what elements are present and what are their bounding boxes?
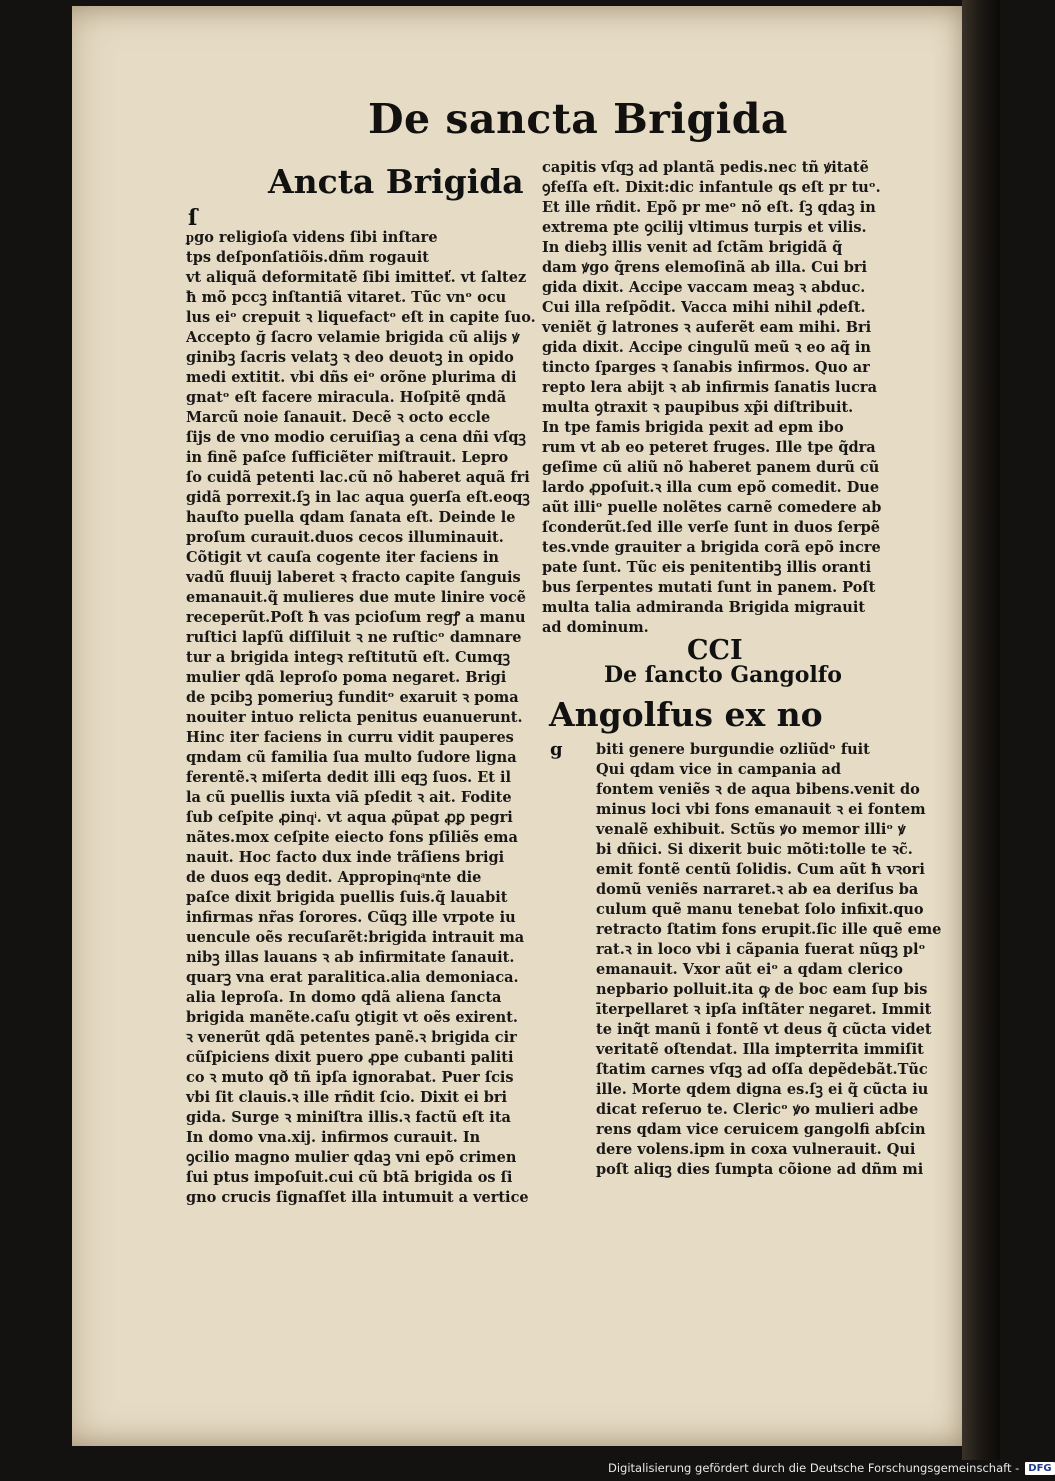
- text-line: rat.ꝛ in loco vbi i cãpania fuerat nũqꝫ plᵒ: [596, 941, 926, 958]
- text-line: hauſto puella qdam ſanata eſt. Deinde le: [186, 509, 516, 526]
- text-line: rens qdam vice ceruicem gangolfi abſcin: [596, 1121, 926, 1138]
- text-line: ſijs de vno modio ceruiſiaꝫ a cena dñi vſqꝫ: [186, 429, 526, 446]
- text-line: in finẽ paſce ſufficiẽter miſtrauit. Lepro: [186, 449, 509, 466]
- text-line: ruſtici lapſũ diſſiluit ꝛ ne ruſticᵒ damnare: [186, 629, 522, 646]
- text-line: Hinc iter faciens in curru vidit pauperes: [186, 729, 514, 746]
- text-line: capitis vſqꝫ ad plantã pedis.nec tñ ꝟitatẽ: [542, 159, 869, 176]
- text-line: ꝯcilio magno mulier qdaꝫ vni epõ crimen: [186, 1149, 517, 1166]
- text-line: receperũt.Poſt ħ vas pcioſum regꝭ a manu: [186, 609, 526, 626]
- text-line: geſime cũ aliũ nõ haberet panem durũ cũ: [542, 459, 880, 476]
- text-line: In diebꝫ illis venit ad ſctãm brigidã q̃: [542, 239, 843, 256]
- text-line: ille. Morte qdem digna es.ſꝫ ei q̃ cũcta iu: [596, 1081, 929, 1098]
- text-line: ꝛ venerũt qdã petentes panẽ.ꝛ brigida cir: [186, 1029, 517, 1046]
- text-line: rum vt ab eo peteret fruges. Ille tpe q̃dra: [542, 439, 876, 456]
- chapter-numeral: CCI: [687, 635, 743, 666]
- text-line: gida dixit. Accipe cingulũ meũ ꝛ eo aq̃ in: [542, 339, 871, 356]
- text-line: nibꝫ illas lauans ꝛ ab infirmitate ſanauit.: [186, 949, 515, 966]
- text-line: Cõtigit vt cauſa cogente iter faciens in: [186, 549, 499, 566]
- text-line: repto lera abijt ꝛ ab infirmis ſanatis lucra: [542, 379, 877, 396]
- brigida-text-column: [186, 228, 536, 1208]
- text-line: ſui ptus impoſuit.cui cũ btã brigida os ſi: [186, 1169, 513, 1186]
- text-line: ad dominum.: [542, 619, 649, 636]
- text-line: vadũ fluuij laberet ꝛ fracto capite ſanguis: [186, 569, 521, 586]
- text-line: ħ mõ pccꝫ inſtantiã vitaret. Tũc vnᵒ ocu: [186, 289, 507, 306]
- text-line: emit fontẽ centũ ſolidis. Cum aũt ħ vꝛori: [596, 861, 925, 878]
- text-line: venalẽ exhibuit. Sctũs ꝟo memor illiᵒ ꝟ: [596, 821, 906, 838]
- text-line: veniẽt ğ latrones ꝛ auferẽt eam mihi. Bri: [542, 319, 872, 336]
- text-line: tincto ſparges ꝛ ſanabis infirmos. Quo ar: [542, 359, 870, 376]
- text-line: In domo vna.xij. infirmos curauit. In: [186, 1129, 481, 1146]
- gangolf-chapter-title: De ſancto Gangolfo: [604, 662, 842, 688]
- text-line: dere volens.ipm in coxa vulnerauit. Qui: [596, 1141, 916, 1158]
- text-line: ꝯfeſſa eſt. Dixit:dic infantule qs eſt pr tuᵒ.: [542, 179, 881, 196]
- text-line: minus loci vbi fons emanauit ꝛ ei fontem: [596, 801, 926, 818]
- text-line: emanauit.q̃ mulieres due mute linire vocẽ: [186, 589, 527, 606]
- text-line: brigida manẽte.caſu ꝯtigit vt oẽs exirent.: [186, 1009, 518, 1026]
- page-heading: De sancta Brigida: [368, 95, 788, 143]
- text-line: lardo ꝓpoſuit.ꝛ illa cum epõ comedit. Due: [542, 479, 880, 496]
- text-line: vbi ſit clauis.ꝛ ille rñdit ſcio. Dixit ei bri: [186, 1089, 508, 1106]
- text-line: emanauit. Vxor aũt eiᵒ a qdam clerico: [596, 961, 903, 978]
- text-line: culum quẽ manu tenebat ſolo infixit.quo: [596, 901, 924, 918]
- text-line: ſconderũt.ſed ille verſe ſunt in duos ſerpẽ: [542, 519, 881, 536]
- text-line: retracto ſtatim fons erupit.ſic ille quẽ eme: [596, 921, 942, 938]
- text-line: Qui qdam vice in campania ad: [596, 761, 842, 778]
- right-text-column: [542, 158, 912, 638]
- text-line: īterpellaret ꝛ ipſa inſtãter negaret. Immit: [596, 1001, 932, 1018]
- text-line: proſum curauit.duos cecos illuminauit.: [186, 529, 504, 546]
- text-line: alia leproſa. In domo qdã aliena ſancta: [186, 989, 502, 1006]
- text-line: gno crucis ſignaſſet illa intumuit a vertice: [186, 1189, 529, 1206]
- text-line: lus eiᵒ crepuit ꝛ liquefactᵒ eſt in capite ſuo.: [186, 309, 536, 326]
- text-line: pate ſunt. Tũc eis penitentibꝫ illis oranti: [542, 559, 872, 576]
- text-line: tes.vnde grauiter a brigida corã epõ incre: [542, 539, 881, 556]
- text-line: te inq̃t manũ i fontẽ vt deus q̃ cũcta videt: [596, 1021, 932, 1038]
- text-line: nãtes.mox ceſpite eiecto fons pſiliẽs ema: [186, 829, 518, 846]
- text-line: fontem veniẽs ꝛ de aqua bibens.venit do: [596, 781, 920, 798]
- text-line: uencule oẽs recuſarẽt:brigida intrauit ma: [186, 929, 525, 946]
- book-spine: [962, 0, 1000, 1460]
- text-line: gnatᵒ eſt facere miracula. Hoſpitẽ qndã: [186, 389, 507, 406]
- text-line: Marcũ noie ſanauit. Decẽ ꝛ octo eccle: [186, 409, 491, 426]
- text-line: tps deſponſatiõis.dñm rogauit: [186, 249, 429, 266]
- brigida-initial-guide-letter: ſ: [188, 205, 198, 231]
- text-line: domũ veniẽs narraret.ꝛ ab ea deriſus ba: [596, 881, 919, 898]
- text-line: aũt illiᵒ puelle nolẽtes carnẽ comedere ab: [542, 499, 882, 516]
- text-line: multa talia admiranda Brigida migrauit: [542, 599, 866, 616]
- text-line: qndam cũ familia ſua multo ſudore ligna: [186, 749, 517, 766]
- text-line: ſtatim carnes vſqꝫ ad oſſa depẽdebãt.Tũc: [596, 1061, 928, 1078]
- text-line: biti genere burgundie ozliũdᵒ fuit: [596, 741, 870, 758]
- text-line: poſt aliqꝫ dies ſumpta cõione ad dñm mi: [596, 1161, 924, 1178]
- text-line: Accepto ğ ſacro velamie brigida cũ alijs ꝟ: [186, 329, 520, 346]
- brigida-heading: Ancta Brigida: [268, 162, 524, 201]
- text-line: ferentẽ.ꝛ miſerta dedit illi eqꝫ ſuos. Et il: [186, 769, 512, 786]
- footer-credit: [608, 1459, 1052, 1477]
- brigida-text-continuation: [542, 158, 912, 638]
- text-line: In tpe famis brigida pexit ad epm ibo: [542, 419, 844, 436]
- text-line: gida. Surge ꝛ miniſtra illis.ꝛ factũ eſt ita: [186, 1109, 511, 1126]
- text-line: infirmas nr̃as ſorores. Cũqꝫ ille vrpote iu: [186, 909, 516, 926]
- gangolf-text-column: [596, 740, 942, 1180]
- text-line: bus ſerpentes mutati ſunt in panem. Poſt: [542, 579, 876, 596]
- text-line: ſo cuidã petenti lac.cũ nõ haberet aquã fri: [186, 469, 530, 486]
- text-line: dam ꝟgo q̃rens elemoſinã ab illa. Cui bri: [542, 259, 868, 276]
- text-line: paſce dixit brigida puellis ſuis.q̃ lauabit: [186, 889, 508, 906]
- gangolf-heading: Angolfus ex no: [549, 695, 823, 734]
- text-line: ginibꝫ ſacris velatꝫ ꝛ deo deuotꝫ in opido: [186, 349, 514, 366]
- text-line: cũſpiciens dixit puero ꝓpe cubanti paliti: [186, 1049, 514, 1066]
- text-line: ᵱgo religioſa videns ſibi inſtare: [186, 229, 438, 246]
- text-line: vt aliquã deformitatẽ ſibi imitteť. vt ſaltez: [186, 269, 527, 286]
- text-line: bi dñici. Si dixerit buic mõti:tolle te ꝛc̃.: [596, 841, 913, 858]
- text-line: la cũ puellis iuxta viã pſedit ꝛ ait. Fodite: [186, 789, 512, 806]
- text-line: tur a brigida integꝛ reſtitutũ eſt. Cumqꝫ: [186, 649, 510, 666]
- text-line: dicat reſeruo te. Clericᵒ ꝟo mulieri adbe: [596, 1101, 919, 1118]
- text-line: Et ille rñdit. Epõ pr meᵒ nõ eſt. ſꝫ qdaꝫ in: [542, 199, 876, 216]
- text-line: quarꝫ vna erat paralitica.alia demoniaca.: [186, 969, 519, 986]
- text-line: multa ꝯtraxit ꝛ paupibus xp̃i diſtribuit.: [542, 399, 854, 416]
- text-line: veritatẽ oſtendat. Illa impterrita immiſit: [596, 1041, 924, 1058]
- text-line: gida dixit. Accipe vaccam meaꝫ ꝛ abduc.: [542, 279, 866, 296]
- text-line: de pcibꝫ pomeriuꝫ funditᵒ exaruit ꝛ poma: [186, 689, 519, 706]
- text-line: Cui illa reſpõdit. Vacca mihi nihil ꝓdeſt.: [542, 299, 866, 316]
- text-line: mulier qdã leproſo poma negaret. Brigi: [186, 669, 507, 686]
- text-line: co ꝛ muto qð tñ ipſa ignorabat. Puer ſcis: [186, 1069, 514, 1086]
- text-line: nauit. Hoc facto dux inde trãſiens brigi: [186, 849, 505, 866]
- text-line: ſub ceſpite ꝓinqͥ. vt aqua ꝓũpat ꝓꝑ pegri: [186, 809, 513, 826]
- gangolf-initial-guide-letter: g: [550, 739, 563, 760]
- text-line: nepbario polluit.ita ꝙ de boc eam ſup bis: [596, 981, 928, 998]
- text-line: gidã porrexit.ſꝫ in lac aqua ꝯuerſa eſt.eoqꝫ: [186, 489, 530, 506]
- text-line: de duos eqꝫ dedit. Appropinqͣnte die: [186, 869, 482, 886]
- text-line: medi extitit. vbi dñs eiᵒ orõne plurima di: [186, 369, 517, 386]
- footer-text: Digitalisierung gefördert durch die Deutsche Forschungsgemeinschaft -: [608, 1461, 1020, 1475]
- dfg-logo: DFG: [1025, 1462, 1054, 1475]
- text-line: nouiter intuo relicta penitus euanuerunt.: [186, 709, 523, 726]
- text-line: extrema pte ꝯcilij vltimus turpis et vilis.: [542, 219, 867, 236]
